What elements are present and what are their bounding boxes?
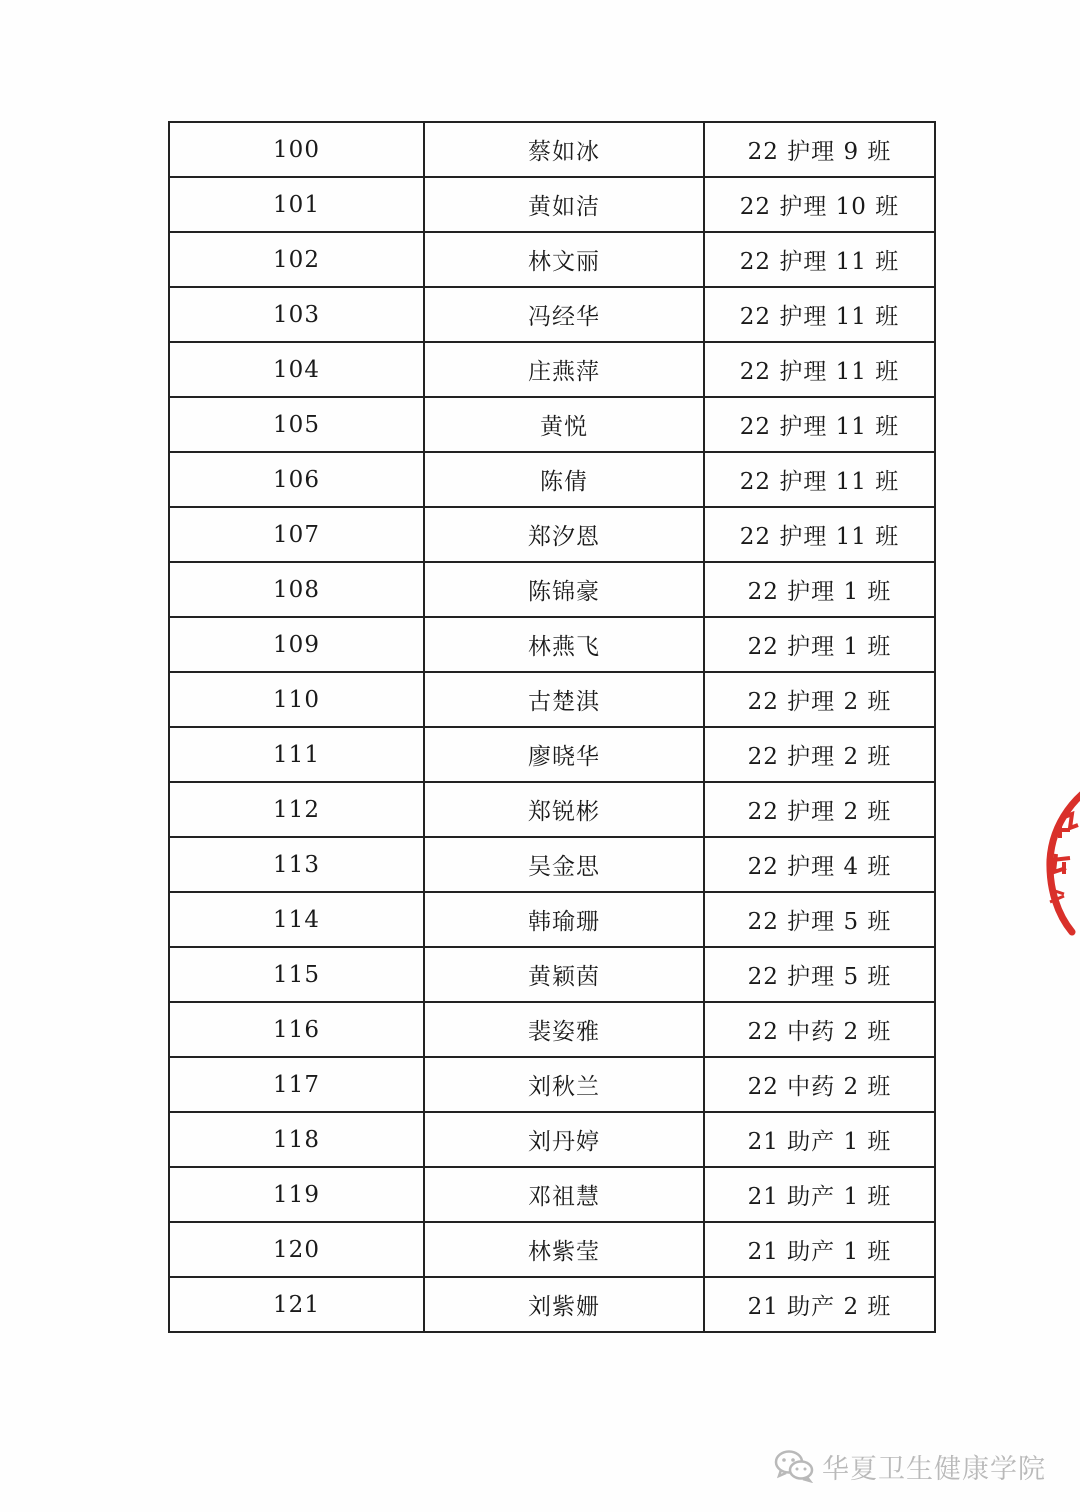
class-name-cell: 22 护理 11 班	[704, 507, 935, 562]
student-name-cell: 冯经华	[424, 287, 704, 342]
row-number-cell: 103	[169, 287, 424, 342]
class-name-cell: 21 助产 1 班	[704, 1167, 935, 1222]
student-name-cell: 黄颖茵	[424, 947, 704, 1002]
student-name-cell: 郑汐恩	[424, 507, 704, 562]
student-name-cell: 刘丹婷	[424, 1112, 704, 1167]
row-number-cell: 110	[169, 672, 424, 727]
row-number-cell: 114	[169, 892, 424, 947]
student-name-cell: 陈锦豪	[424, 562, 704, 617]
student-name-cell: 黄如洁	[424, 177, 704, 232]
student-name-cell: 蔡如冰	[424, 122, 704, 177]
table-row	[169, 782, 935, 837]
row-number-cell: 109	[169, 617, 424, 672]
roster-body	[169, 122, 935, 1332]
table-row	[169, 1277, 935, 1332]
student-name-cell: 郑锐彬	[424, 782, 704, 837]
table-row	[169, 1167, 935, 1222]
student-name-cell: 陈倩	[424, 452, 704, 507]
student-name-cell: 裴姿雅	[424, 1002, 704, 1057]
class-name-cell: 21 助产 2 班	[704, 1277, 935, 1332]
table-row	[169, 1222, 935, 1277]
student-name-cell: 邓祖慧	[424, 1167, 704, 1222]
row-number-cell: 106	[169, 452, 424, 507]
row-number-cell: 102	[169, 232, 424, 287]
student-name-cell: 林紫莹	[424, 1222, 704, 1277]
row-number-cell: 100	[169, 122, 424, 177]
class-name-cell: 22 护理 11 班	[704, 342, 935, 397]
row-number-cell: 117	[169, 1057, 424, 1112]
table-row	[169, 232, 935, 287]
class-name-cell: 22 中药 2 班	[704, 1057, 935, 1112]
table-row	[169, 947, 935, 1002]
table-row	[169, 617, 935, 672]
table-row	[169, 177, 935, 232]
class-name-cell: 22 护理 9 班	[704, 122, 935, 177]
student-name-cell: 刘紫姗	[424, 1277, 704, 1332]
student-name-cell: 廖晓华	[424, 727, 704, 782]
row-number-cell: 116	[169, 1002, 424, 1057]
row-number-cell: 108	[169, 562, 424, 617]
table-row	[169, 1002, 935, 1057]
table-row	[169, 342, 935, 397]
student-name-cell: 黄悦	[424, 397, 704, 452]
class-name-cell: 22 护理 11 班	[704, 287, 935, 342]
class-name-cell: 22 护理 2 班	[704, 782, 935, 837]
row-number-cell: 120	[169, 1222, 424, 1277]
row-number-cell: 121	[169, 1277, 424, 1332]
table-row	[169, 837, 935, 892]
table-row	[169, 672, 935, 727]
table-row	[169, 122, 935, 177]
class-name-cell: 22 护理 11 班	[704, 397, 935, 452]
table-row	[169, 1057, 935, 1112]
class-name-cell: 22 护理 10 班	[704, 177, 935, 232]
watermark-text: 华夏卫生健康学院	[822, 1453, 1046, 1485]
row-number-cell: 118	[169, 1112, 424, 1167]
class-name-cell: 21 助产 1 班	[704, 1222, 935, 1277]
table-row	[169, 452, 935, 507]
class-name-cell: 22 护理 2 班	[704, 672, 935, 727]
class-name-cell: 22 护理 1 班	[704, 562, 935, 617]
table-row	[169, 397, 935, 452]
class-name-cell: 22 护理 4 班	[704, 837, 935, 892]
student-name-cell: 刘秋兰	[424, 1057, 704, 1112]
class-name-cell: 22 护理 5 班	[704, 947, 935, 1002]
row-number-cell: 107	[169, 507, 424, 562]
table-row	[169, 287, 935, 342]
table-row	[169, 1112, 935, 1167]
class-name-cell: 22 护理 11 班	[704, 232, 935, 287]
wechat-icon	[774, 1449, 814, 1483]
student-name-cell: 吴金思	[424, 837, 704, 892]
red-seal-stamp-icon	[1040, 770, 1080, 940]
class-name-cell: 22 护理 5 班	[704, 892, 935, 947]
student-name-cell: 庄燕萍	[424, 342, 704, 397]
table-row	[169, 507, 935, 562]
student-name-cell: 古楚淇	[424, 672, 704, 727]
student-name-cell: 韩瑜珊	[424, 892, 704, 947]
table-row	[169, 562, 935, 617]
table-row	[169, 727, 935, 782]
row-number-cell: 115	[169, 947, 424, 1002]
row-number-cell: 113	[169, 837, 424, 892]
table-row	[169, 892, 935, 947]
class-name-cell: 22 护理 2 班	[704, 727, 935, 782]
row-number-cell: 101	[169, 177, 424, 232]
row-number-cell: 105	[169, 397, 424, 452]
class-name-cell: 22 护理 1 班	[704, 617, 935, 672]
row-number-cell: 119	[169, 1167, 424, 1222]
row-number-cell: 112	[169, 782, 424, 837]
class-name-cell: 21 助产 1 班	[704, 1112, 935, 1167]
row-number-cell: 104	[169, 342, 424, 397]
student-name-cell: 林燕飞	[424, 617, 704, 672]
class-name-cell: 22 护理 11 班	[704, 452, 935, 507]
row-number-cell: 111	[169, 727, 424, 782]
class-name-cell: 22 中药 2 班	[704, 1002, 935, 1057]
student-roster-table	[168, 121, 936, 1333]
wechat-watermark	[774, 1446, 1046, 1486]
student-name-cell: 林文丽	[424, 232, 704, 287]
